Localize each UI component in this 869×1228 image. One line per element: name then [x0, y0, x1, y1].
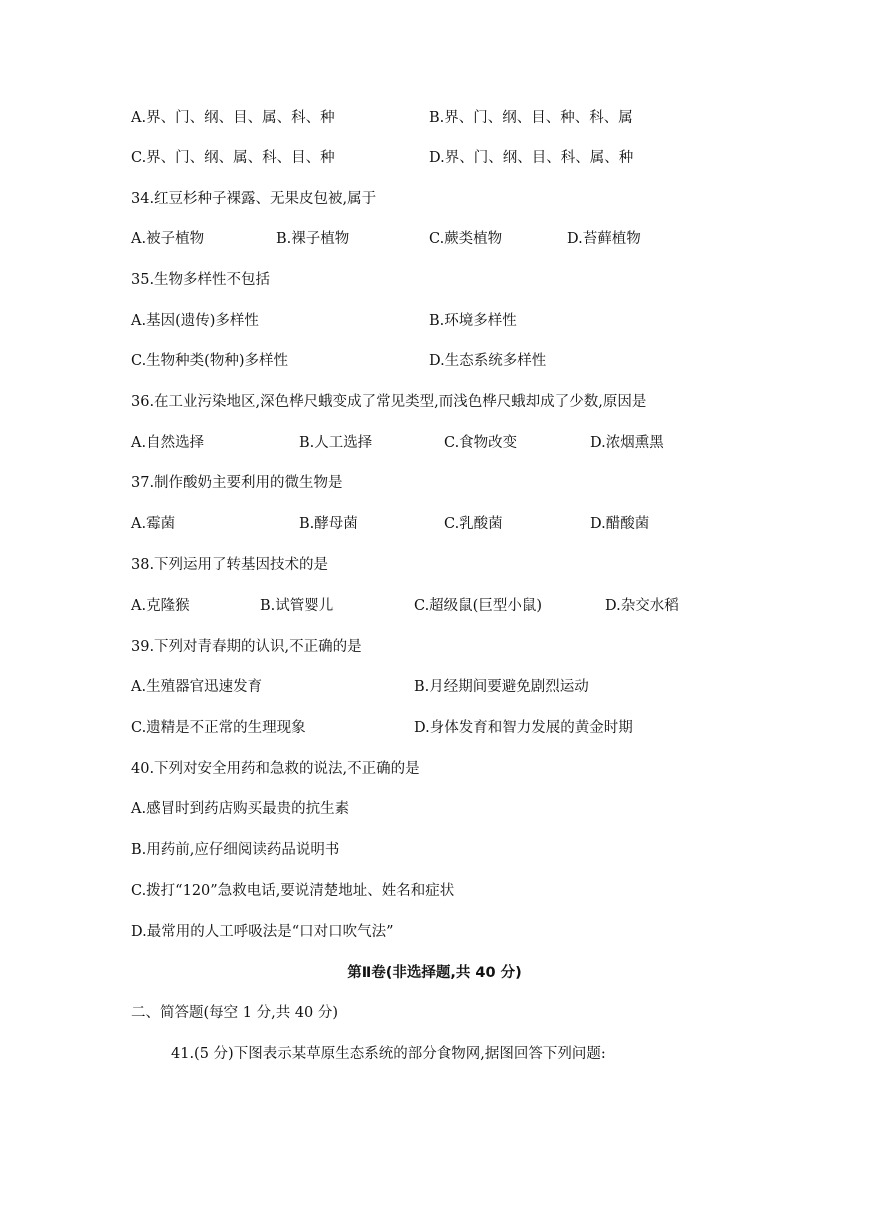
section-heading: 二、简答题(每空 1 分,共 40 分) — [131, 1005, 339, 1021]
option-37-b: B.酵母菌 — [299, 516, 358, 532]
option-34-c: C.蕨类植物 — [429, 231, 503, 247]
question-38-stem: 38.下列运用了转基因技术的是 — [131, 557, 329, 573]
part-two-title: 第Ⅱ卷(非选择题,共 40 分) — [347, 965, 522, 981]
question-39-stem: 39.下列对青春期的认识,不正确的是 — [131, 639, 362, 655]
question-37-stem: 37.制作酸奶主要利用的微生物是 — [131, 475, 343, 491]
option-40-a: A.感冒时到药店购买最贵的抗生素 — [131, 801, 350, 817]
option-35-a: A.基因(遗传)多样性 — [131, 313, 259, 329]
option-34-d: D.苔藓植物 — [567, 231, 641, 247]
option-35-c: C.生物种类(物种)多样性 — [131, 353, 288, 369]
option-38-c: C.超级鼠(巨型小鼠) — [414, 598, 543, 614]
option-33-b: B.界、门、纲、目、种、科、属 — [429, 110, 633, 126]
option-34-b: B.裸子植物 — [276, 231, 350, 247]
option-40-d: D.最常用的人工呼吸法是“口对口吹气法” — [131, 924, 394, 940]
option-36-b: B.人工选择 — [299, 435, 373, 451]
question-40-stem: 40.下列对安全用药和急救的说法,不正确的是 — [131, 761, 420, 777]
option-39-b: B.月经期间要避免剧烈运动 — [414, 679, 589, 695]
option-37-d: D.醋酸菌 — [590, 516, 650, 532]
option-38-d: D.杂交水稻 — [605, 598, 679, 614]
question-41-stem: 41.(5 分)下图表示某草原生态系统的部分食物网,据图回答下列问题: — [171, 1046, 606, 1062]
option-39-a: A.生殖器官迅速发育 — [131, 679, 263, 695]
option-36-a: A.自然选择 — [131, 435, 205, 451]
option-38-a: A.克隆猴 — [131, 598, 190, 614]
option-39-d: D.身体发育和智力发展的黄金时期 — [414, 720, 633, 736]
option-37-c: C.乳酸菌 — [444, 516, 503, 532]
question-35-stem: 35.生物多样性不包括 — [131, 272, 271, 288]
option-34-a: A.被子植物 — [131, 231, 205, 247]
option-35-d: D.生态系统多样性 — [429, 353, 547, 369]
question-34-stem: 34.红豆杉种子裸露、无果皮包被,属于 — [131, 191, 377, 207]
option-37-a: A.霉菌 — [131, 516, 176, 532]
option-38-b: B.试管婴儿 — [260, 598, 334, 614]
option-40-c: C.拨打“120”急救电话,要说清楚地址、姓名和症状 — [131, 883, 455, 899]
option-36-c: C.食物改变 — [444, 435, 518, 451]
option-40-b: B.用药前,应仔细阅读药品说明书 — [131, 842, 340, 858]
question-36-stem: 36.在工业污染地区,深色桦尺蛾变成了常见类型,而浅色桦尺蛾却成了少数,原因是 — [131, 394, 647, 410]
option-33-d: D.界、门、纲、目、科、属、种 — [429, 150, 634, 166]
option-33-c: C.界、门、纲、属、科、目、种 — [131, 150, 335, 166]
option-39-c: C.遗精是不正常的生理现象 — [131, 720, 306, 736]
option-33-a: A.界、门、纲、目、属、科、种 — [131, 110, 335, 126]
option-36-d: D.浓烟熏黑 — [590, 435, 664, 451]
option-35-b: B.环境多样性 — [429, 313, 517, 329]
